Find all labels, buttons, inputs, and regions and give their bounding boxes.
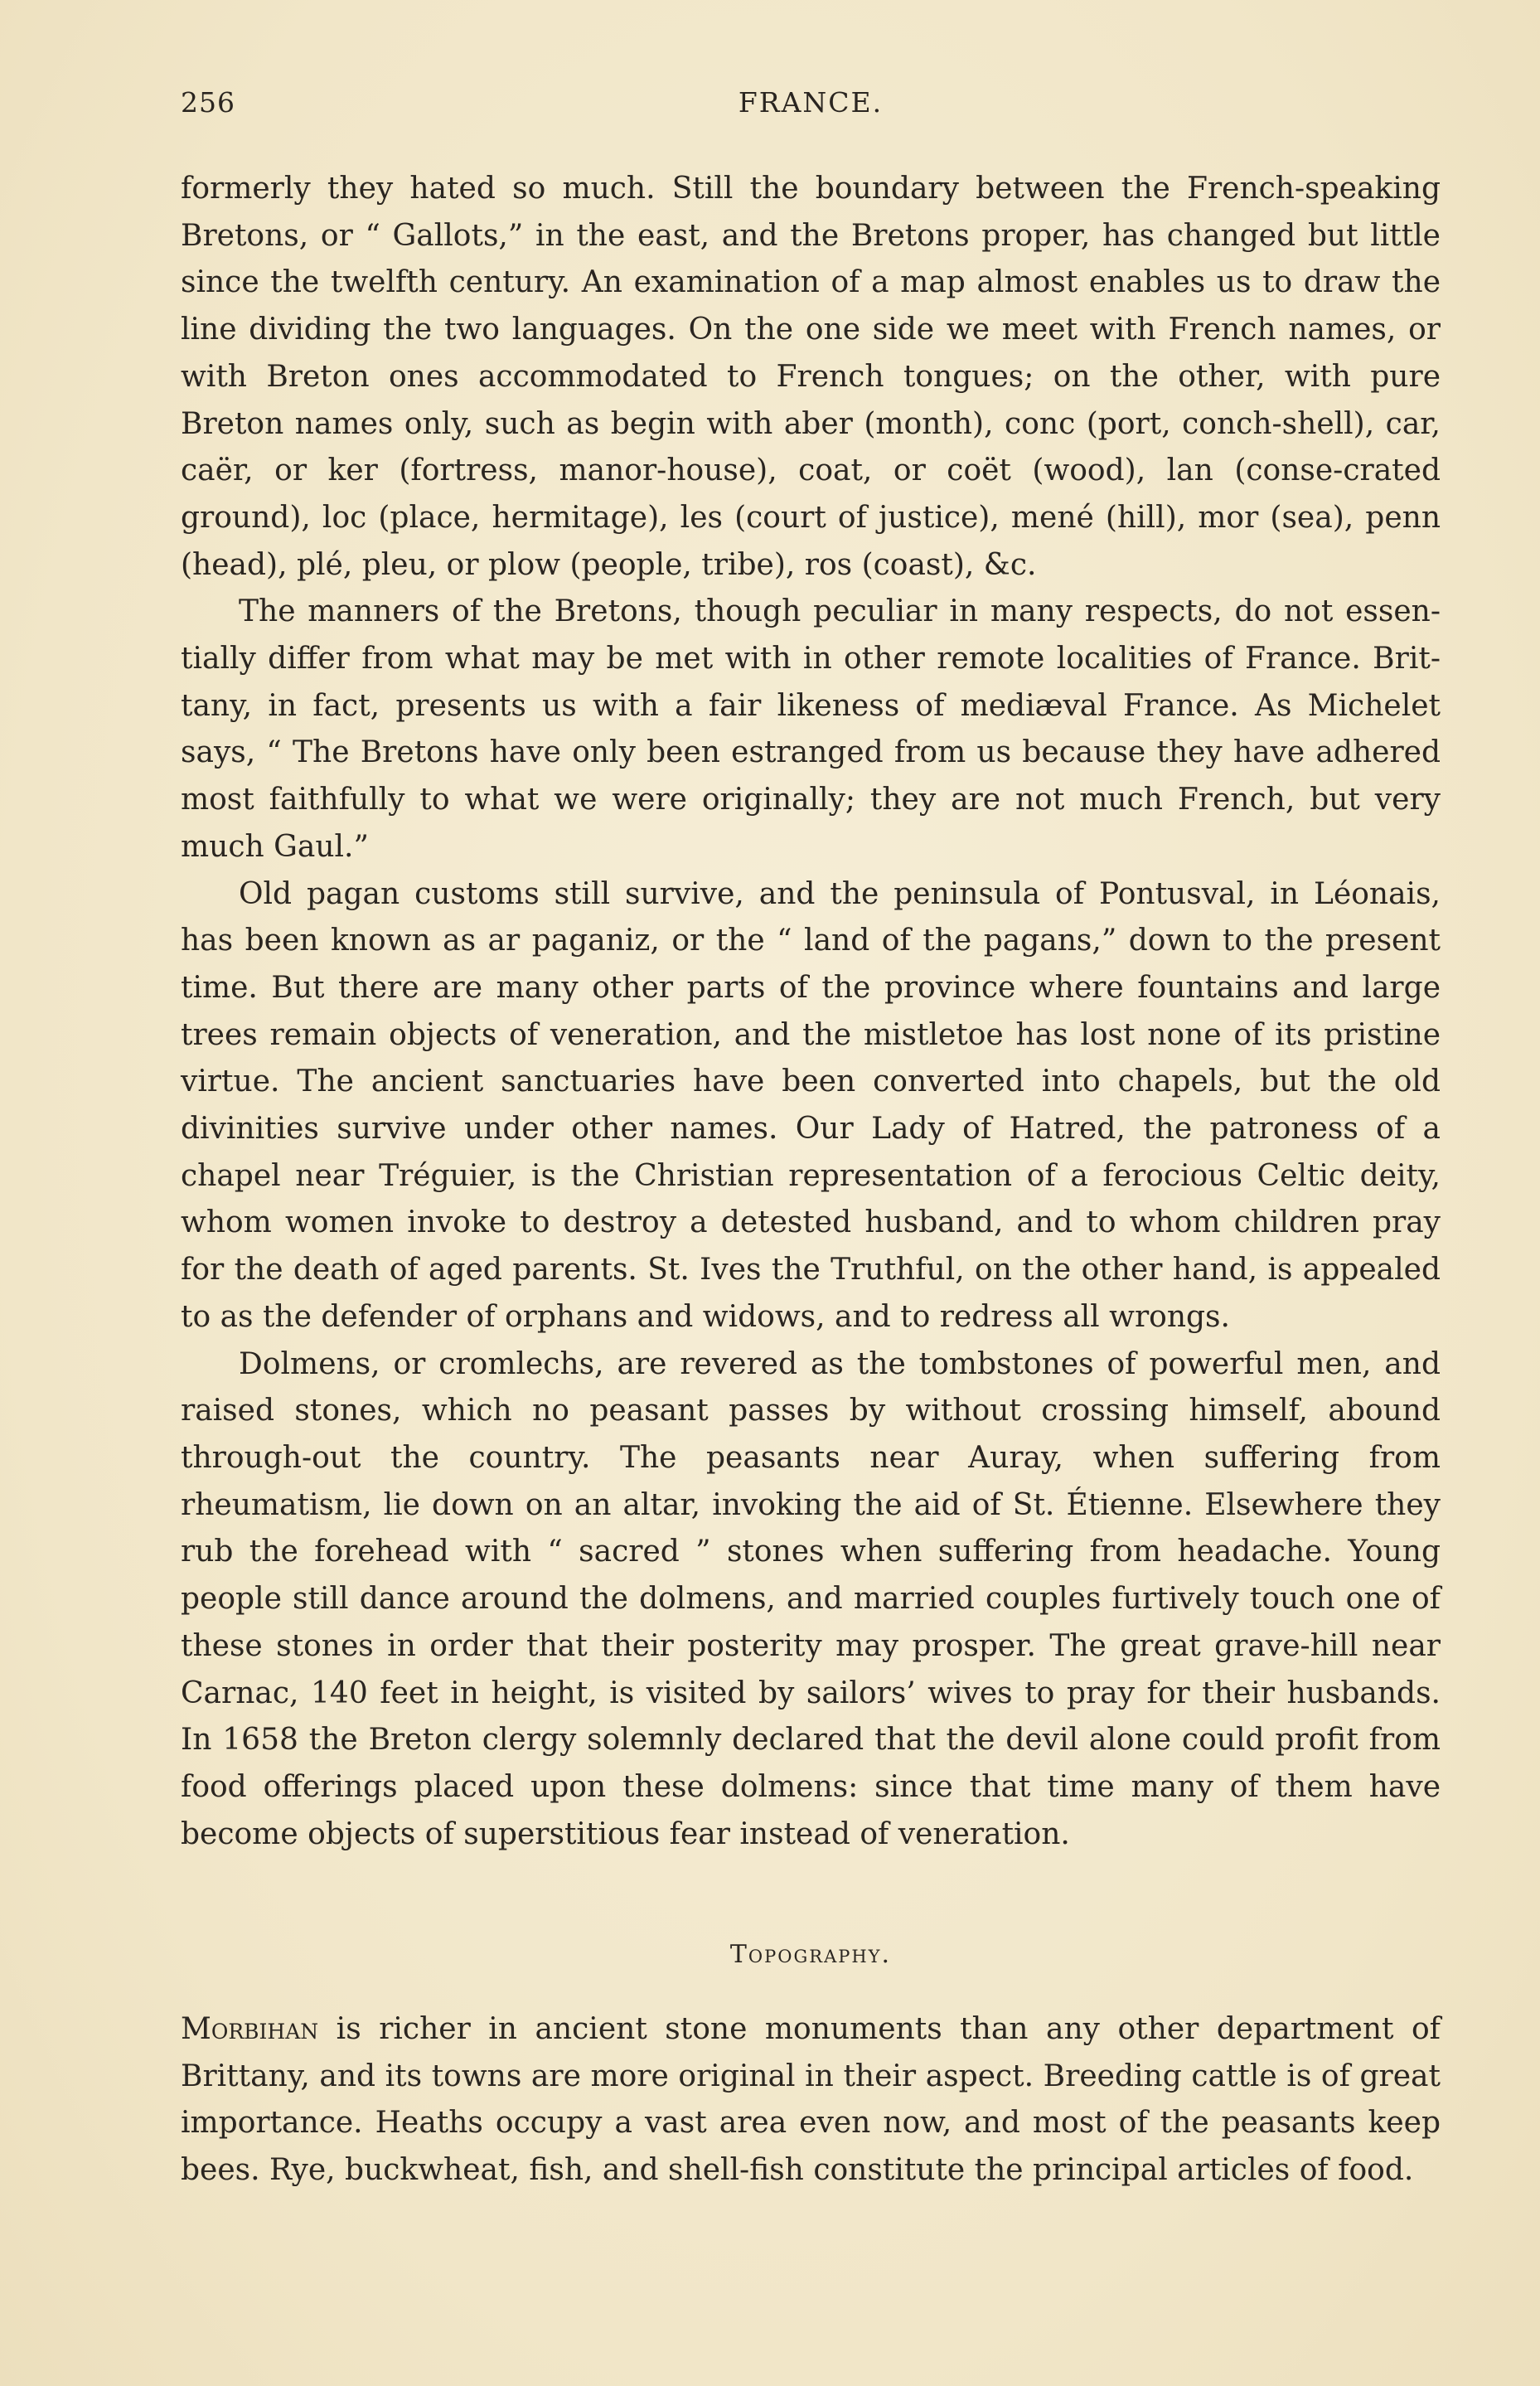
- lead-word: Morbihan: [181, 2012, 319, 2046]
- paragraph: The manners of the Bretons, though peculiar in many respects, do not essen-tially differ from what may be met with in other remote localities of France. Brit-tany, in fact, presents us with a fair likeness of mediæval France. As Michelet says, “ The Bretons have only been estranged from us because they have adhered most faithfully to what we were originally; they are not much French, but very much Gaul.”: [181, 594, 1441, 864]
- section-heading: Topography.: [729, 1940, 892, 1969]
- paragraph: Dolmens, or cromlechs, are revered as the tombstones of powerful men, and raised stones, which no peasant passes by without crossing himself, abound through-out the country. The peasants near Auray, when suffering from rheumatism, lie down on an altar, invoking the aid of St. Étienne. Elsewhere they rub the forehead with “ sacred ” stones when suffering from headache. Young people still dance around the dolmens, and married couples furtively touch one of these stones in order that their posterity may prosper. The great grave-hill near Carnac, 140 feet in height, is visited by sailors’ wives to pray for their husbands. In 1658 the Breton clergy solemnly declared that the devil alone could profit from food offerings placed upon these dolmens: since that time many of them have become objects of superstitious fear instead of veneration.: [181, 1346, 1441, 1851]
- paragraph: formerly they hated so much. Still the boundary between the French-speaking Bretons, or “ Gallots,” in the east, and the Bretons proper, has changed but little since the twelfth century. An examination of a map almost enables us to draw the line dividing the two languages. On the one side we meet with French names, or with Breton ones accommodated to French tongues; on the other, with pure Breton names only, such as begin with aber (month), conc (port, conch-shell), car, caër, or ker (fortress, manor-house), coat, or coët (wood), lan (conse-crated ground), loc (place, hermitage), les (court of justice), mené (hill), mor (sea), penn (head), plé, pleu, or plow (people, tribe), ros (coast), &c.: [181, 172, 1441, 582]
- body-text: [181, 166, 1441, 1858]
- page-number: 256: [181, 86, 235, 119]
- section-paragraph: [181, 2006, 1441, 2194]
- section-text: [181, 2006, 1441, 2194]
- paragraph: Old pagan customs still survive, and the peninsula of Pontusval, in Léonais, has been known as ar paganiz, or the “ land of the pagans,” down to the present time. But there are many other parts of the province where fountains and large trees remain objects of veneration, and the mistletoe has lost none of its pristine virtue. The ancient sanctuaries have been converted into chapels, but the old divinities survive under other names. Our Lady of Hatred, the patroness of a chapel near Tréguier, is the Christian representation of a ferocious Celtic deity, whom women invoke to destroy a detested husband, and to whom children pray for the death of aged parents. St. Ives the Truthful, on the other hand, is appealed to as the defender of orphans and widows, and to redress all wrongs.: [181, 876, 1441, 1334]
- section-paragraph-body: is richer in ancient stone monuments than any other department of Brittany, and its towns are more original in their aspect. Breeding cattle is of great importance. Heaths occupy a vast area even now, and most of the peasants keep bees. Rye, buckwheat, fish, and shell-fish constitute the principal articles of food.: [181, 2012, 1441, 2188]
- running-title: FRANCE.: [738, 86, 884, 119]
- page-header: [181, 86, 1441, 128]
